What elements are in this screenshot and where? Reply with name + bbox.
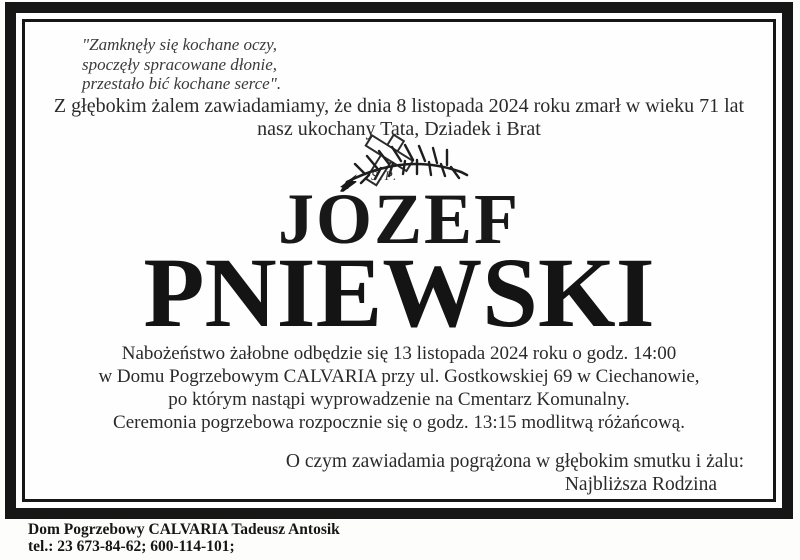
details-line: Nabożeństwo żałobne odbędzie się 13 listopada 2024 roku o godz. 14:00 [121,343,677,364]
sp-abbreviation: Ś.P. [371,168,399,183]
announcement-line: Z głębokim żalem zawiadamiamy, że dnia 8 listopada 2024 roku zmarł w wieku 71 lat [53,95,745,117]
inner-border [22,19,776,502]
quote-line: "Zamknęły się kochane oczy, [82,35,278,54]
closing-signature [25,450,773,496]
funeral-home-name: Dom Pogrzebowy CALVARIA Tadeusz Antosik [28,521,340,538]
details-line: w Domu Pogrzebowym CALVARIA przy ul. Gostkowskiej 69 w Ciechanowie, [98,366,700,387]
mourning-border-frame [5,2,793,519]
opening-quote [82,35,281,94]
details-line: Ceremonia pogrzebowa rozpocznie się o godz. 13:15 modlitwą różańcową. [113,412,685,433]
quote-line: spoczęły spracowane dłonie, [82,54,277,74]
deceased-last-name: PNIEWSKI [143,237,655,348]
closing-line: O czym zawiadamia pogrążona w głębokim smutku i żalu: [285,451,744,472]
quote-line: przestało bić kochane serce". [82,74,282,93]
details-line: po którym nastąpi wyprowadzenie na Cmentarz Komunalny. [168,389,630,410]
funeral-home-footer [28,521,340,555]
announcement-line: nasz ukochany Tata, Dziadek i Brat [257,117,541,140]
family-signature: Najbliższa Rodzina [564,474,717,495]
funeral-home-phones: tel.: 23 673-84-62; 600-114-101; [28,538,235,555]
deceased-first-name: JÓZEF [277,179,521,259]
funeral-details [25,342,773,434]
